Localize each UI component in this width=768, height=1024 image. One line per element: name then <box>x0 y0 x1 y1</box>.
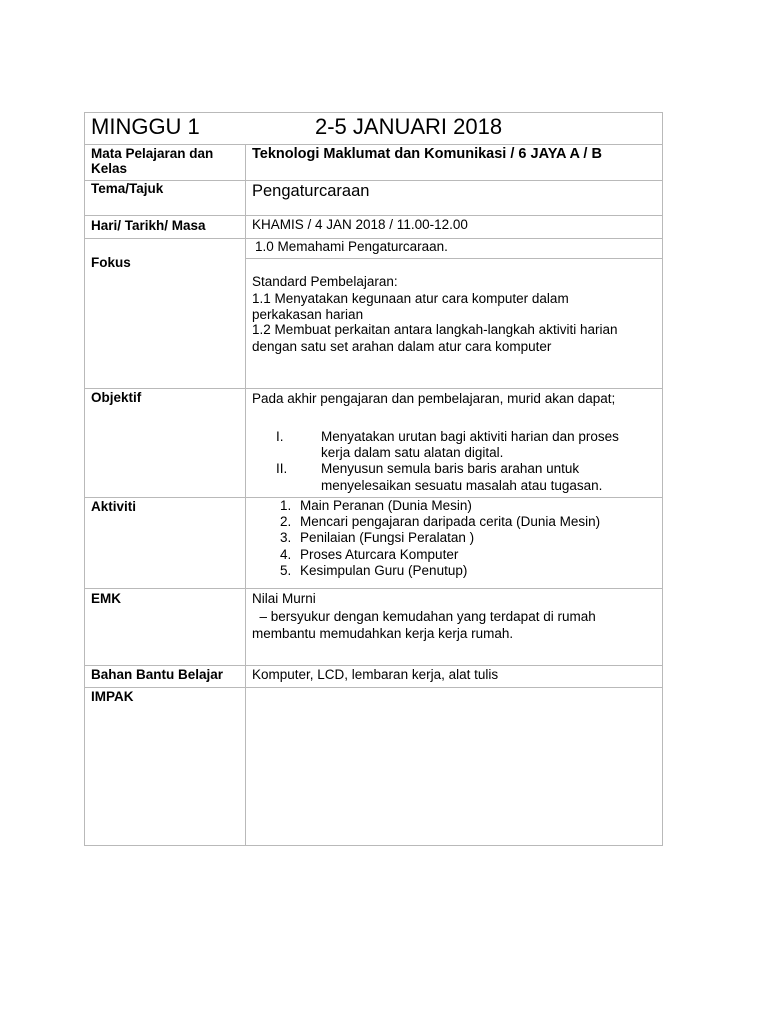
week-title: MINGGU 1 <box>91 114 200 139</box>
objective-item-text: menyelesaikan sesuatu masalah atau tugasan. <box>321 478 603 493</box>
objective-item-text: Menyatakan urutan bagi aktiviti harian dan proses <box>321 429 619 444</box>
objective-item-text: Menyusun semula baris baris arahan untuk <box>321 461 580 476</box>
activity-text: Kesimpulan Guru (Penutup) <box>300 563 468 578</box>
objective-label: Objektif <box>91 390 142 405</box>
focus-standard-2-line1: 1.2 Membuat perkaitan antara langkah-langkah aktiviti harian <box>252 322 618 337</box>
emk-line2: membantu memudahkan kerja kerja rumah. <box>252 626 514 641</box>
focus-standard-1-line2: perkakasan harian <box>252 307 364 322</box>
activity-num: 4. <box>280 547 292 562</box>
activity-num: 1. <box>280 498 292 513</box>
activity-label: Aktiviti <box>91 499 137 514</box>
day-value: KHAMIS / 4 JAN 2018 / 11.00-12.00 <box>252 217 468 232</box>
theme-value: Pengaturcaraan <box>252 182 370 200</box>
activity-text: Proses Aturcara Komputer <box>300 547 459 562</box>
objective-intro: Pada akhir pengajaran dan pembelajaran, murid akan dapat; <box>252 391 616 406</box>
activity-num: 2. <box>280 514 292 529</box>
focus-standard-2-line2: dengan satu set arahan dalam atur cara komputer <box>252 339 552 354</box>
activity-num: 5. <box>280 563 292 578</box>
objective-item-text: kerja dalam satu alatan digital. <box>321 445 504 460</box>
impact-value-empty <box>246 688 662 845</box>
materials-label: Bahan Bantu Belajar <box>91 667 224 682</box>
focus-label: Fokus <box>91 255 131 270</box>
focus-standard-1-line1: 1.1 Menyatakan kegunaan atur cara komputer dalam <box>252 291 569 306</box>
activity-text: Main Peranan (Dunia Mesin) <box>300 498 472 513</box>
objective-item-num: I. <box>276 429 284 444</box>
focus-main: 1.0 Memahami Pengaturcaraan. <box>255 239 448 254</box>
theme-label: Tema/Tajuk <box>91 181 164 196</box>
emk-title: Nilai Murni <box>252 591 316 606</box>
emk-label: EMK <box>91 591 121 606</box>
subject-label: Mata Pelajaran dan Kelas <box>91 146 214 176</box>
date-range: 2-5 JANUARI 2018 <box>315 114 503 139</box>
day-label: Hari/ Tarikh/ Masa <box>91 218 206 233</box>
objective-item-num: II. <box>276 461 288 476</box>
subject-value: Teknologi Maklumat dan Komunikasi / 6 JAYA A / B <box>252 146 602 162</box>
activity-text: Mencari pengajaran daripada cerita (Dunia Mesin) <box>300 514 601 529</box>
emk-line1: – bersyukur dengan kemudahan yang terdapat di rumah <box>252 609 596 624</box>
activity-text: Penilaian (Fungsi Peralatan ) <box>300 530 475 545</box>
activity-num: 3. <box>280 530 292 545</box>
materials-value: Komputer, LCD, lembaran kerja, alat tulis <box>252 667 499 682</box>
focus-standard-title: Standard Pembelajaran: <box>252 274 398 289</box>
impact-label: IMPAK <box>91 689 134 704</box>
